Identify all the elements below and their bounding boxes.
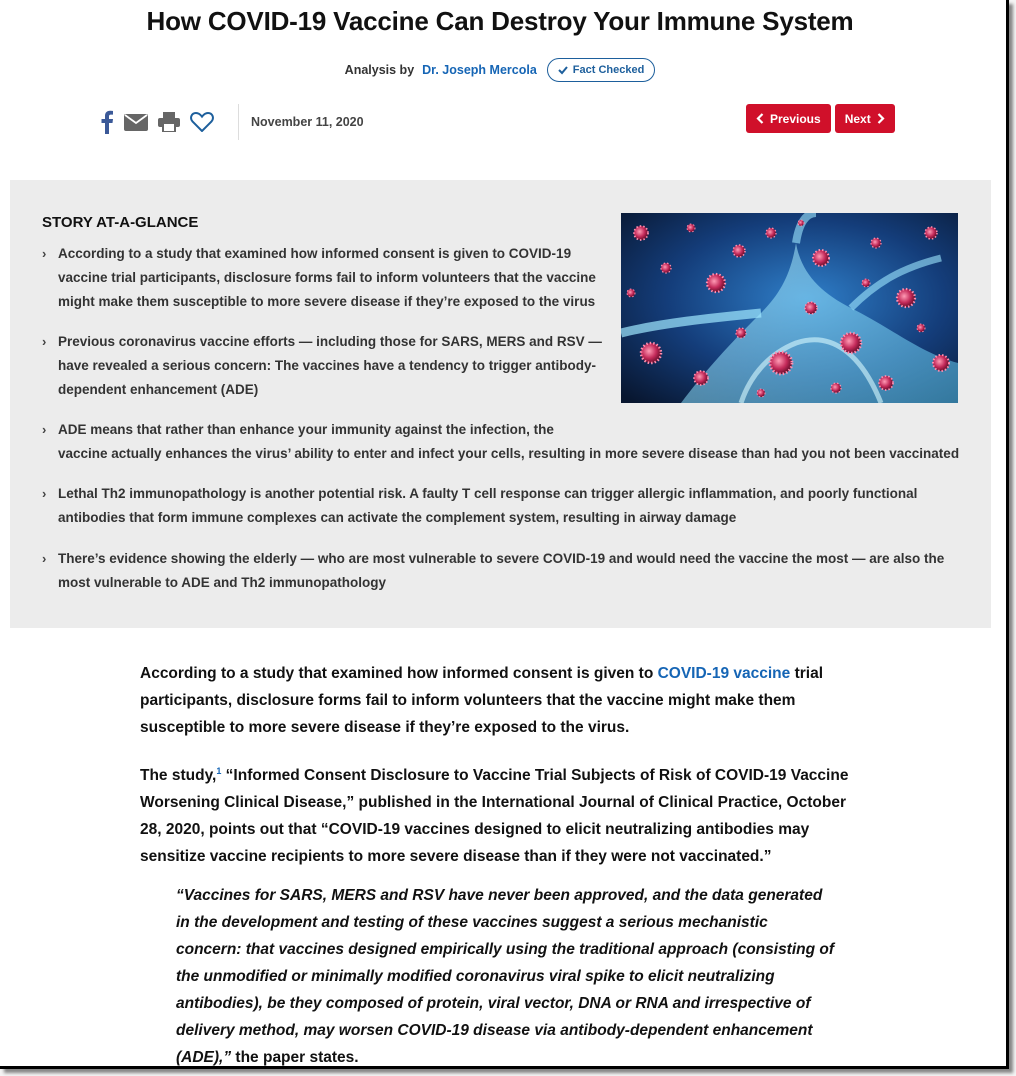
virus-particle: [634, 226, 648, 240]
fact-checked-badge[interactable]: [547, 58, 656, 82]
virus-particle: [707, 274, 725, 292]
chevron-right-icon: ›: [42, 486, 47, 501]
story-at-a-glance: [10, 180, 991, 628]
immune-system-virus-image: [621, 213, 958, 403]
chevron-right-icon: [877, 113, 885, 124]
virus-particle: [917, 324, 925, 332]
glance-item: [42, 330, 602, 402]
quote-text: “Vaccines for SARS, MERS and RSV have never been approved, and the data generated in the development and testing of these vaccines suggest a serious mechanistic concern: that vaccines designed empirically using the traditional approach (consisting of the unmodified or minimally modified coronavirus viral spike to elicit neutralizing antibodies), be they composed of protein, viral vector, DNA or RNA and irrespective of delivery method, may worsen COVID-19 disease via antibody-dependent enhancement (ADE),”: [176, 887, 835, 1066]
virus-particle: [627, 289, 635, 297]
glance-line: Previous coronavirus vaccine efforts — including those for SARS, MERS and RSV —: [58, 334, 602, 349]
article-body: [140, 660, 860, 870]
blockquote: [176, 882, 836, 1069]
chevron-right-icon: ›: [42, 246, 47, 261]
previous-label: Previous: [770, 111, 821, 126]
virus-particle: [641, 343, 661, 363]
next-label: Next: [844, 111, 871, 126]
facebook-icon: [100, 110, 114, 134]
chevron-right-icon: ›: [42, 422, 47, 437]
glance-line: have revealed a serious concern: The vaccines have a tendency to trigger antibody-: [58, 358, 596, 373]
virus-particle: [766, 228, 776, 238]
paragraph-text: According to a study that examined how informed consent is given to: [140, 665, 658, 682]
byline: [0, 58, 1000, 82]
covid-vaccine-link[interactable]: COVID-19 vaccine: [657, 665, 791, 682]
glance-line: ADE means that rather than enhance your immunity against the infection, the: [58, 422, 554, 437]
glance-line: vaccine trial participants, disclosure forms fail to inform volunteers that the vaccine: [58, 270, 596, 285]
paragraph: [140, 660, 860, 741]
virus-particle: [925, 227, 937, 239]
virus-particle: [871, 238, 881, 248]
virus-particle: [813, 250, 829, 266]
virus-particle: [770, 352, 792, 374]
glance-line: might make them susceptible to more severe disease if they’re exposed to the virus: [58, 294, 596, 309]
fact-checked-label: Fact Checked: [572, 64, 645, 76]
article-nav: [746, 104, 895, 133]
virus-particle: [805, 302, 817, 314]
glance-item: [42, 547, 944, 595]
footnote-link[interactable]: 1: [216, 766, 222, 776]
virus-particle: [879, 376, 893, 390]
glance-item: [42, 418, 959, 466]
virus-particle: [694, 371, 708, 385]
chevron-left-icon: [756, 113, 764, 124]
virus-particle: [933, 355, 949, 371]
favorite-button[interactable]: [190, 112, 214, 132]
facebook-share-button[interactable]: [100, 110, 114, 134]
virus-particle: [687, 224, 695, 232]
quote-tail: the paper states.: [231, 1049, 359, 1066]
glance-heading: STORY AT-A-GLANCE: [42, 214, 199, 231]
next-button[interactable]: [835, 104, 895, 133]
glance-line: vaccine actually enhances the virus’ ability to enter and infect your cells, resulting in more severe disease than had you not been vaccinated: [58, 446, 960, 461]
paragraph-text: “Informed Consent Disclosure to Vaccine Trial Subjects of Risk of COVID-19 Vaccine Worsening Clinical Disease,” published in the International Journal of Clinical Practice, October 28, 2020, points out that “COVID-19 vaccines designed to elicit neutralizing antibodies may sensitize vaccine recipients to more severe disease than if they were not vaccinated.”: [140, 767, 849, 866]
previous-button[interactable]: [746, 104, 831, 133]
heart-icon: [190, 112, 214, 132]
paragraph-text: The study,: [140, 767, 217, 785]
page-title: How COVID-19 Vaccine Can Destroy Your Immune System: [146, 6, 854, 36]
paragraph-text: trial participants, disclosure forms fail to inform volunteers that the vaccine might make them susceptible to more severe disease if they’re exposed to the virus.: [140, 665, 824, 736]
glance-line: Lethal Th2 immunopathology is another potential risk. A faulty T cell response can trigger allergic inflammation, and poorly functional: [58, 486, 918, 501]
virus-particle: [757, 389, 765, 397]
virus-particle: [733, 245, 745, 257]
print-icon: [158, 112, 180, 132]
share-toolbar: [100, 104, 364, 140]
toolbar-divider: [238, 104, 239, 140]
publish-date: November 11, 2020: [251, 115, 364, 129]
email-icon: [124, 113, 148, 131]
glance-line: dependent enhancement (ADE): [58, 382, 259, 397]
checkmark-icon: [558, 65, 568, 75]
virus-particle: [841, 333, 861, 353]
virus-particle: [736, 328, 746, 338]
glance-line: most vulnerable to ADE and Th2 immunopathology: [58, 575, 387, 590]
glance-line: There’s evidence showing the elderly — who are most vulnerable to severe COVID-19 and would need the vaccine the most — are also the: [58, 551, 945, 566]
email-share-button[interactable]: [124, 113, 148, 131]
virus-particle: [798, 220, 804, 226]
virus-particle: [831, 383, 841, 393]
glance-line: antibodies that form immune complexes can activate the complement system, resulting in airway damage: [58, 510, 737, 525]
byline-prefix: Analysis by: [344, 63, 415, 77]
chevron-right-icon: ›: [42, 334, 47, 349]
virus-particle: [862, 279, 870, 287]
glance-line: According to a study that examined how informed consent is given to COVID-19: [58, 246, 572, 261]
print-button[interactable]: [158, 112, 180, 132]
virus-particle: [897, 289, 915, 307]
chevron-right-icon: ›: [42, 551, 47, 566]
author-link[interactable]: Dr. Joseph Mercola: [422, 63, 537, 77]
glance-item: [42, 242, 596, 314]
glance-item: [42, 482, 917, 530]
paragraph: [140, 758, 860, 870]
virus-particle: [661, 263, 671, 273]
